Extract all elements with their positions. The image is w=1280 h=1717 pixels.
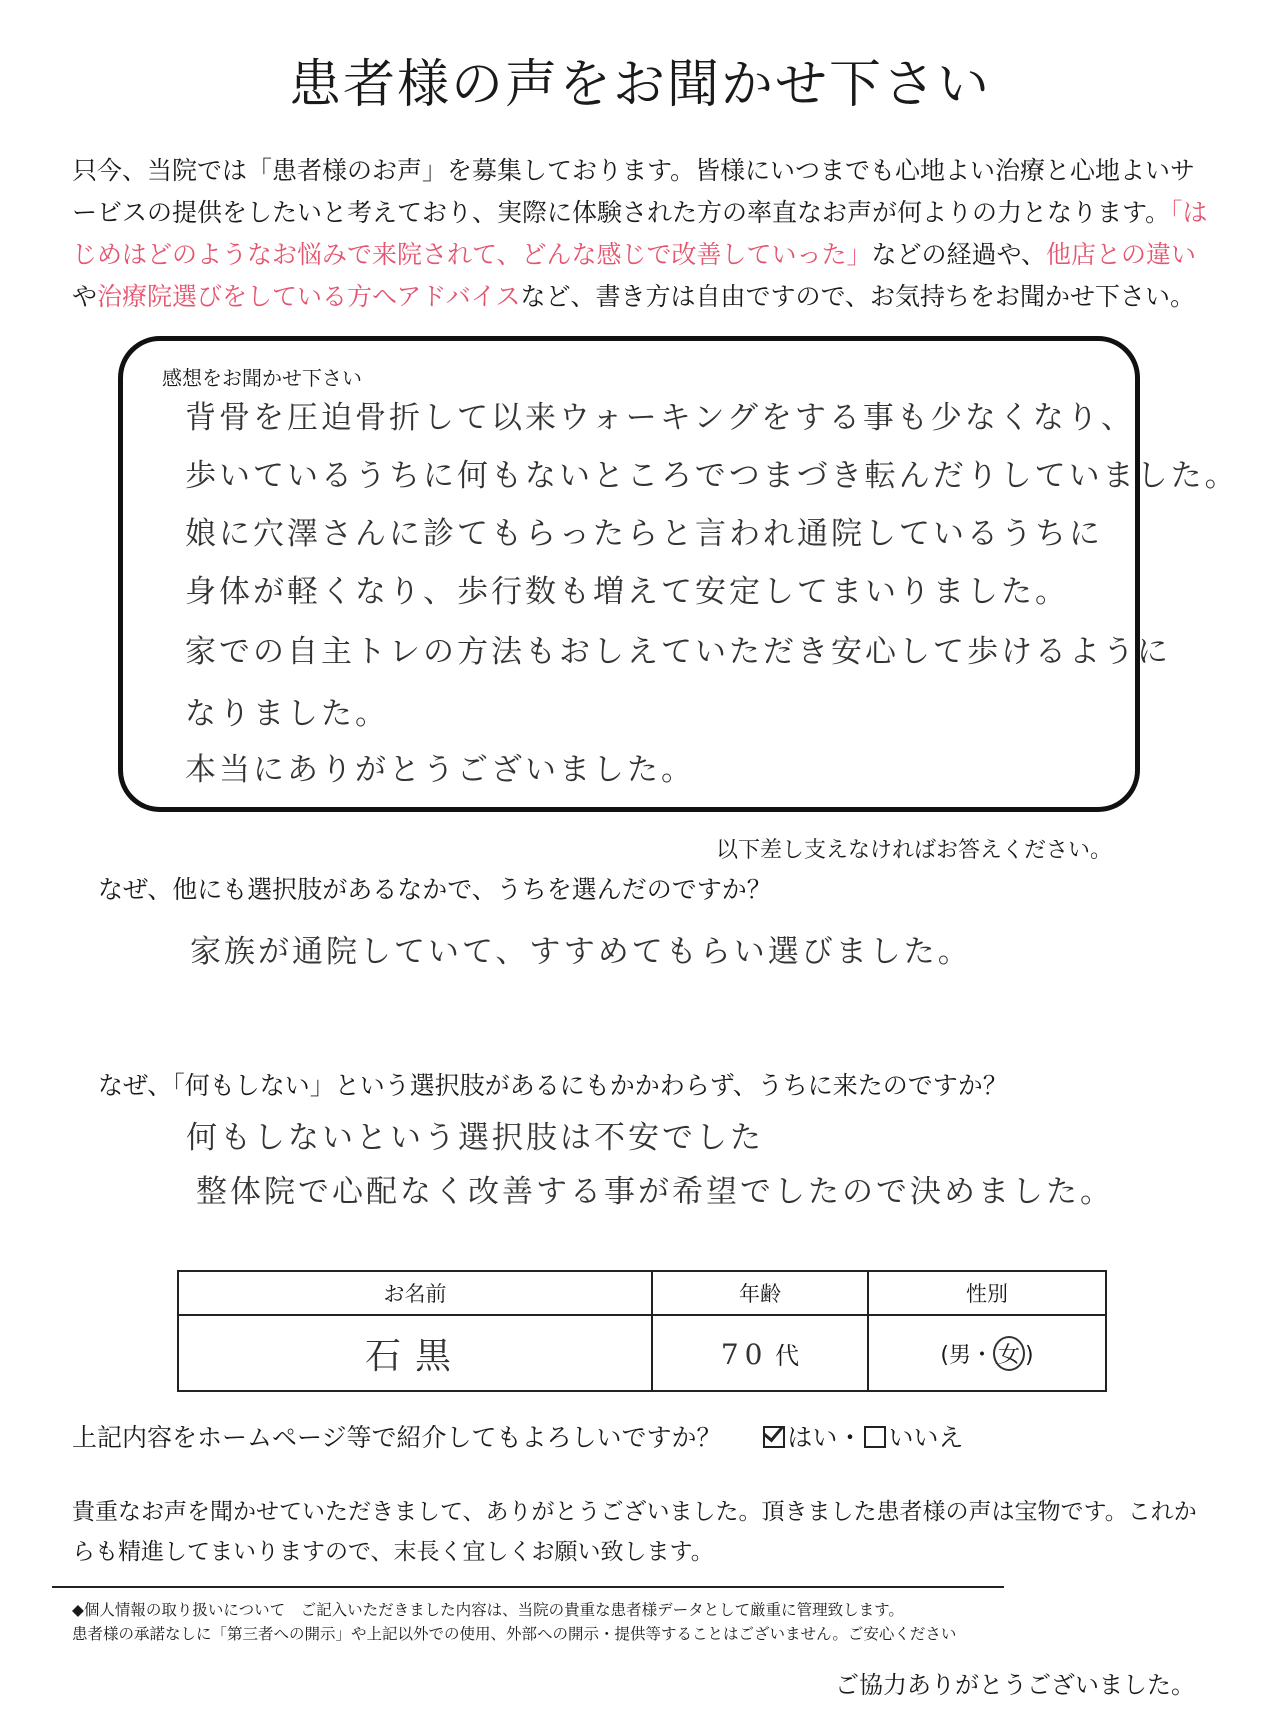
name-header: お名前 xyxy=(178,1271,652,1315)
homepage-question: 上記内容をホームページ等で紹介してもよろしいですか？ xyxy=(72,1423,722,1452)
gender-selected: 女 xyxy=(993,1336,1025,1371)
intro-highlight-3: 治療院選びをしている方へアドバイス xyxy=(97,282,521,311)
intro-highlight-2: 他店との違い xyxy=(1046,240,1197,269)
no-checkbox[interactable] xyxy=(864,1426,886,1448)
intro-text-3: や xyxy=(72,282,98,311)
page-title: 患者様の声をお聞かせ下さい xyxy=(288,55,991,115)
privacy-notice xyxy=(72,1598,1222,1646)
divider xyxy=(52,1586,1004,1588)
gender-open: (男・ xyxy=(940,1342,993,1368)
thanks-paragraph: 貴重なお声を聞かせていただきまして、ありがとうございました。頂きました患者様の声は宝物です。これからも精進してまいりますので、末長く宜しくお願い致します。 xyxy=(72,1499,1197,1565)
privacy-line: 患者様の承諾なしに「第三者への開示」や上記以外での使用、外部への開示・提供等することはございません。ご安心ください xyxy=(72,1625,957,1643)
privacy-line: ◆個人情報の取り扱いについて ご記入いただきました内容は、当院の貴重な患者様データとして厳重に管理致します。 xyxy=(72,1601,904,1619)
answer-1: 家族が通院していて、すすめてもらい選びました。 xyxy=(190,934,972,970)
question-2: なぜ、「何もしない」という選択肢があるにもかかわらず、うちに来たのですか？ xyxy=(98,1071,1008,1100)
intro-paragraph xyxy=(72,150,1212,318)
intro-highlight-1: 「はじめはどのようなお悩みで来院されて、どんな感じで改善していった」 xyxy=(72,198,1208,269)
no-label: いいえ xyxy=(888,1423,964,1452)
gender-cell xyxy=(868,1315,1106,1391)
option-separator: ・ xyxy=(837,1423,863,1452)
yes-checkbox[interactable] xyxy=(763,1426,785,1448)
comment-line: なりました。 xyxy=(185,696,389,732)
age-value: 70 xyxy=(720,1337,769,1371)
comment-line: 本当にありがとうございました。 xyxy=(185,752,695,788)
gender-close: ) xyxy=(1025,1342,1034,1368)
gender-header: 性別 xyxy=(868,1271,1106,1315)
comment-line: 娘に穴澤さんに診てもらったらと言われ通院しているうちに xyxy=(185,516,1103,552)
name-value: 石黒 xyxy=(178,1315,652,1391)
age-cell xyxy=(652,1315,868,1391)
comment-line: 身体が軽くなり、歩行数も増えて安定してまいりました。 xyxy=(185,574,1069,610)
footer-thanks: ご協力ありがとうございました。 xyxy=(835,1671,1195,1699)
question-1: なぜ、他にも選択肢があるなかで、うちを選んだのですか？ xyxy=(98,875,772,904)
comment-line: 家での自主トレの方法もおしえていただき安心して歩けるように xyxy=(185,634,1171,670)
age-unit: 代 xyxy=(775,1341,800,1370)
answer-2-line: 何もしないという選択肢は不安でした xyxy=(186,1120,764,1156)
intro-text-1: 只今、当院では「患者様のお声」を募集しております。皆様にいつまでも心地よい治療と心地よいサービスの提供をしたいと考えており、実際に体験された方の率直なお声が何よりの力となります。 xyxy=(72,156,1196,227)
yes-label: はい xyxy=(787,1423,838,1452)
comment-box-label: 感想をお聞かせ下さい xyxy=(162,366,362,390)
intro-text-2: などの経過や、 xyxy=(871,240,1047,269)
intro-text-4: など、書き方は自由ですので、お気持ちをお聞かせ下さい。 xyxy=(520,282,1196,311)
answer-2-line: 整体院で心配なく改善する事が希望でしたので決めました。 xyxy=(196,1174,1114,1210)
comment-line: 背骨を圧迫骨折して以来ウォーキングをする事も少なくなり、 xyxy=(185,400,1135,436)
age-header: 年齢 xyxy=(652,1271,868,1315)
optional-answer-note: 以下差し支えなければお答えください。 xyxy=(716,838,1113,863)
homepage-consent xyxy=(72,1418,963,1454)
patient-info-table xyxy=(177,1270,1107,1392)
comment-line: 歩いているうちに何もないところでつまづき転んだりしていました。 xyxy=(185,458,1239,494)
